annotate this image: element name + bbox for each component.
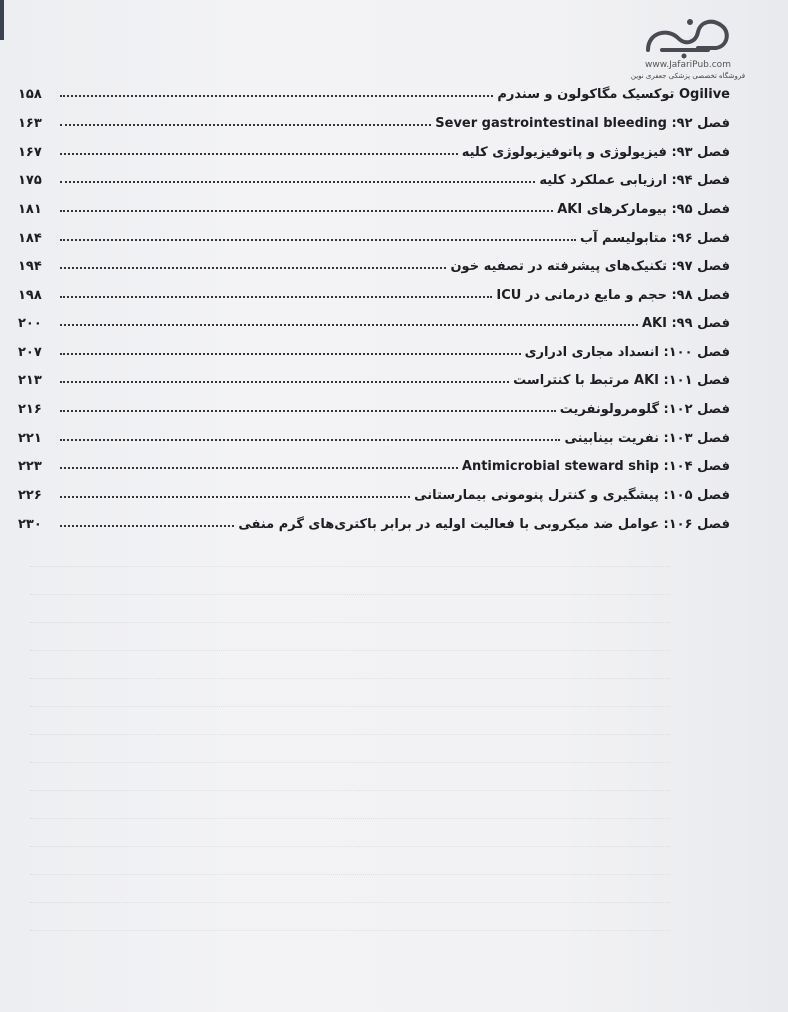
toc-entry-page: ۲۲۱ (18, 431, 42, 446)
toc-entry-title: فصل ۹۴: ارزیابی عملکرد کلیه (539, 173, 730, 188)
toc-entry-page: ۱۷۵ (18, 173, 42, 188)
leader-dots (60, 381, 509, 383)
toc-entry-page: ۱۹۸ (18, 288, 42, 303)
toc-entry-page: ۱۶۷ (18, 145, 42, 160)
toc-entry[interactable] (18, 424, 730, 446)
toc-entry[interactable] (18, 338, 730, 360)
toc-entry-title: فصل ۱۰۴: Antimicrobial steward ship (461, 459, 730, 474)
toc-entry-page: ۲۲۳ (18, 459, 42, 474)
toc-entry-title: فصل ۹۲: Sever gastrointestinal bleeding (435, 116, 730, 131)
toc-entry-title: فصل ۹۵: بیومارکرهای AKI (557, 202, 730, 217)
toc-entry-title: فصل ۱۰۰: انسداد مجاری ادراری (524, 345, 730, 360)
leader-dots (60, 267, 446, 269)
logo-mark-icon (638, 14, 738, 62)
toc-entry-page: ۲۱۳ (18, 373, 42, 388)
toc-entry-title: فصل ۹۸: حجم و مایع درمانی در ICU (496, 288, 730, 303)
toc-entry-page: ۱۸۴ (18, 231, 42, 246)
toc-entry-title: فصل ۱۰۶: عوامل ضد میکروبی با فعالیت اولیه در برابر باکتری‌های گرم منفی (238, 517, 730, 532)
leader-dots (60, 467, 458, 469)
leader-dots (60, 210, 553, 212)
leader-dots (60, 525, 234, 527)
toc-entry[interactable] (18, 395, 730, 417)
toc-entry-page: ۱۹۴ (18, 259, 42, 274)
toc-entry-title: فصل ۹۷: تکنیک‌های پیشرفته در تصفیه خون (450, 259, 730, 274)
toc-entry-title: فصل ۱۰۵: پیشگیری و کنترل پنومونی بیمارستانی (414, 488, 730, 503)
toc-entry-page: ۱۶۳ (18, 116, 42, 131)
toc-entry-page: ۲۰۰ (18, 316, 42, 331)
publisher-url: www.JafariPub.com (645, 60, 731, 70)
toc-entry-page: ۱۸۱ (18, 202, 42, 217)
toc-entry-title: فصل ۱۰۲: گلومرولونفریت (559, 402, 730, 417)
toc-entry-title: فصل ۱۰۱: AKI مرتبط با کنتراست (513, 373, 730, 388)
toc-entry[interactable] (18, 366, 730, 388)
toc-entry[interactable] (18, 80, 730, 102)
toc-entry[interactable] (18, 138, 730, 160)
leader-dots (60, 124, 431, 126)
leader-dots (60, 181, 535, 183)
publisher-tagline: فروشگاه تخصصی پزشکی جعفری نوین (630, 72, 746, 80)
toc-entry-page: ۱۵۸ (18, 87, 42, 102)
toc-entry[interactable] (18, 510, 730, 532)
toc-entry-page: ۲۱۶ (18, 402, 42, 417)
leader-dots (60, 410, 556, 412)
toc-entry[interactable] (18, 481, 730, 503)
toc-entry-title: فصل ۹۹: AKI (641, 316, 730, 331)
toc-entry[interactable] (18, 309, 730, 331)
leader-dots (60, 296, 492, 298)
leader-dots (60, 239, 576, 241)
toc-entry[interactable] (18, 224, 730, 246)
toc-entry-title: فصل ۹۶: متابولیسم آب (580, 231, 730, 246)
toc-entry-page: ۲۳۰ (18, 517, 42, 532)
leader-dots (60, 324, 638, 326)
toc-entry[interactable] (18, 166, 730, 188)
toc-entry[interactable] (18, 452, 730, 474)
leader-dots (60, 496, 410, 498)
toc-entry-page: ۲۰۷ (18, 345, 42, 360)
toc-entry[interactable] (18, 281, 730, 303)
toc-entry-title: فصل ۱۰۳: نفریت بینابینی (564, 431, 730, 446)
leader-dots (60, 153, 458, 155)
leader-dots (60, 353, 521, 355)
toc-entry-title: فصل ۹۳: فیزیولوژی و پاتوفیزیولوژی کلیه (461, 145, 730, 160)
leader-dots (60, 95, 493, 97)
leader-dots (60, 439, 560, 441)
toc-entry[interactable] (18, 109, 730, 131)
toc-entry-title: Ogilive توکسیک مگاکولون و سندرم (497, 87, 730, 102)
toc-entry-page: ۲۲۶ (18, 488, 42, 503)
binding-edge (0, 0, 4, 40)
toc-entry[interactable] (18, 195, 730, 217)
toc-entry[interactable] (18, 252, 730, 274)
